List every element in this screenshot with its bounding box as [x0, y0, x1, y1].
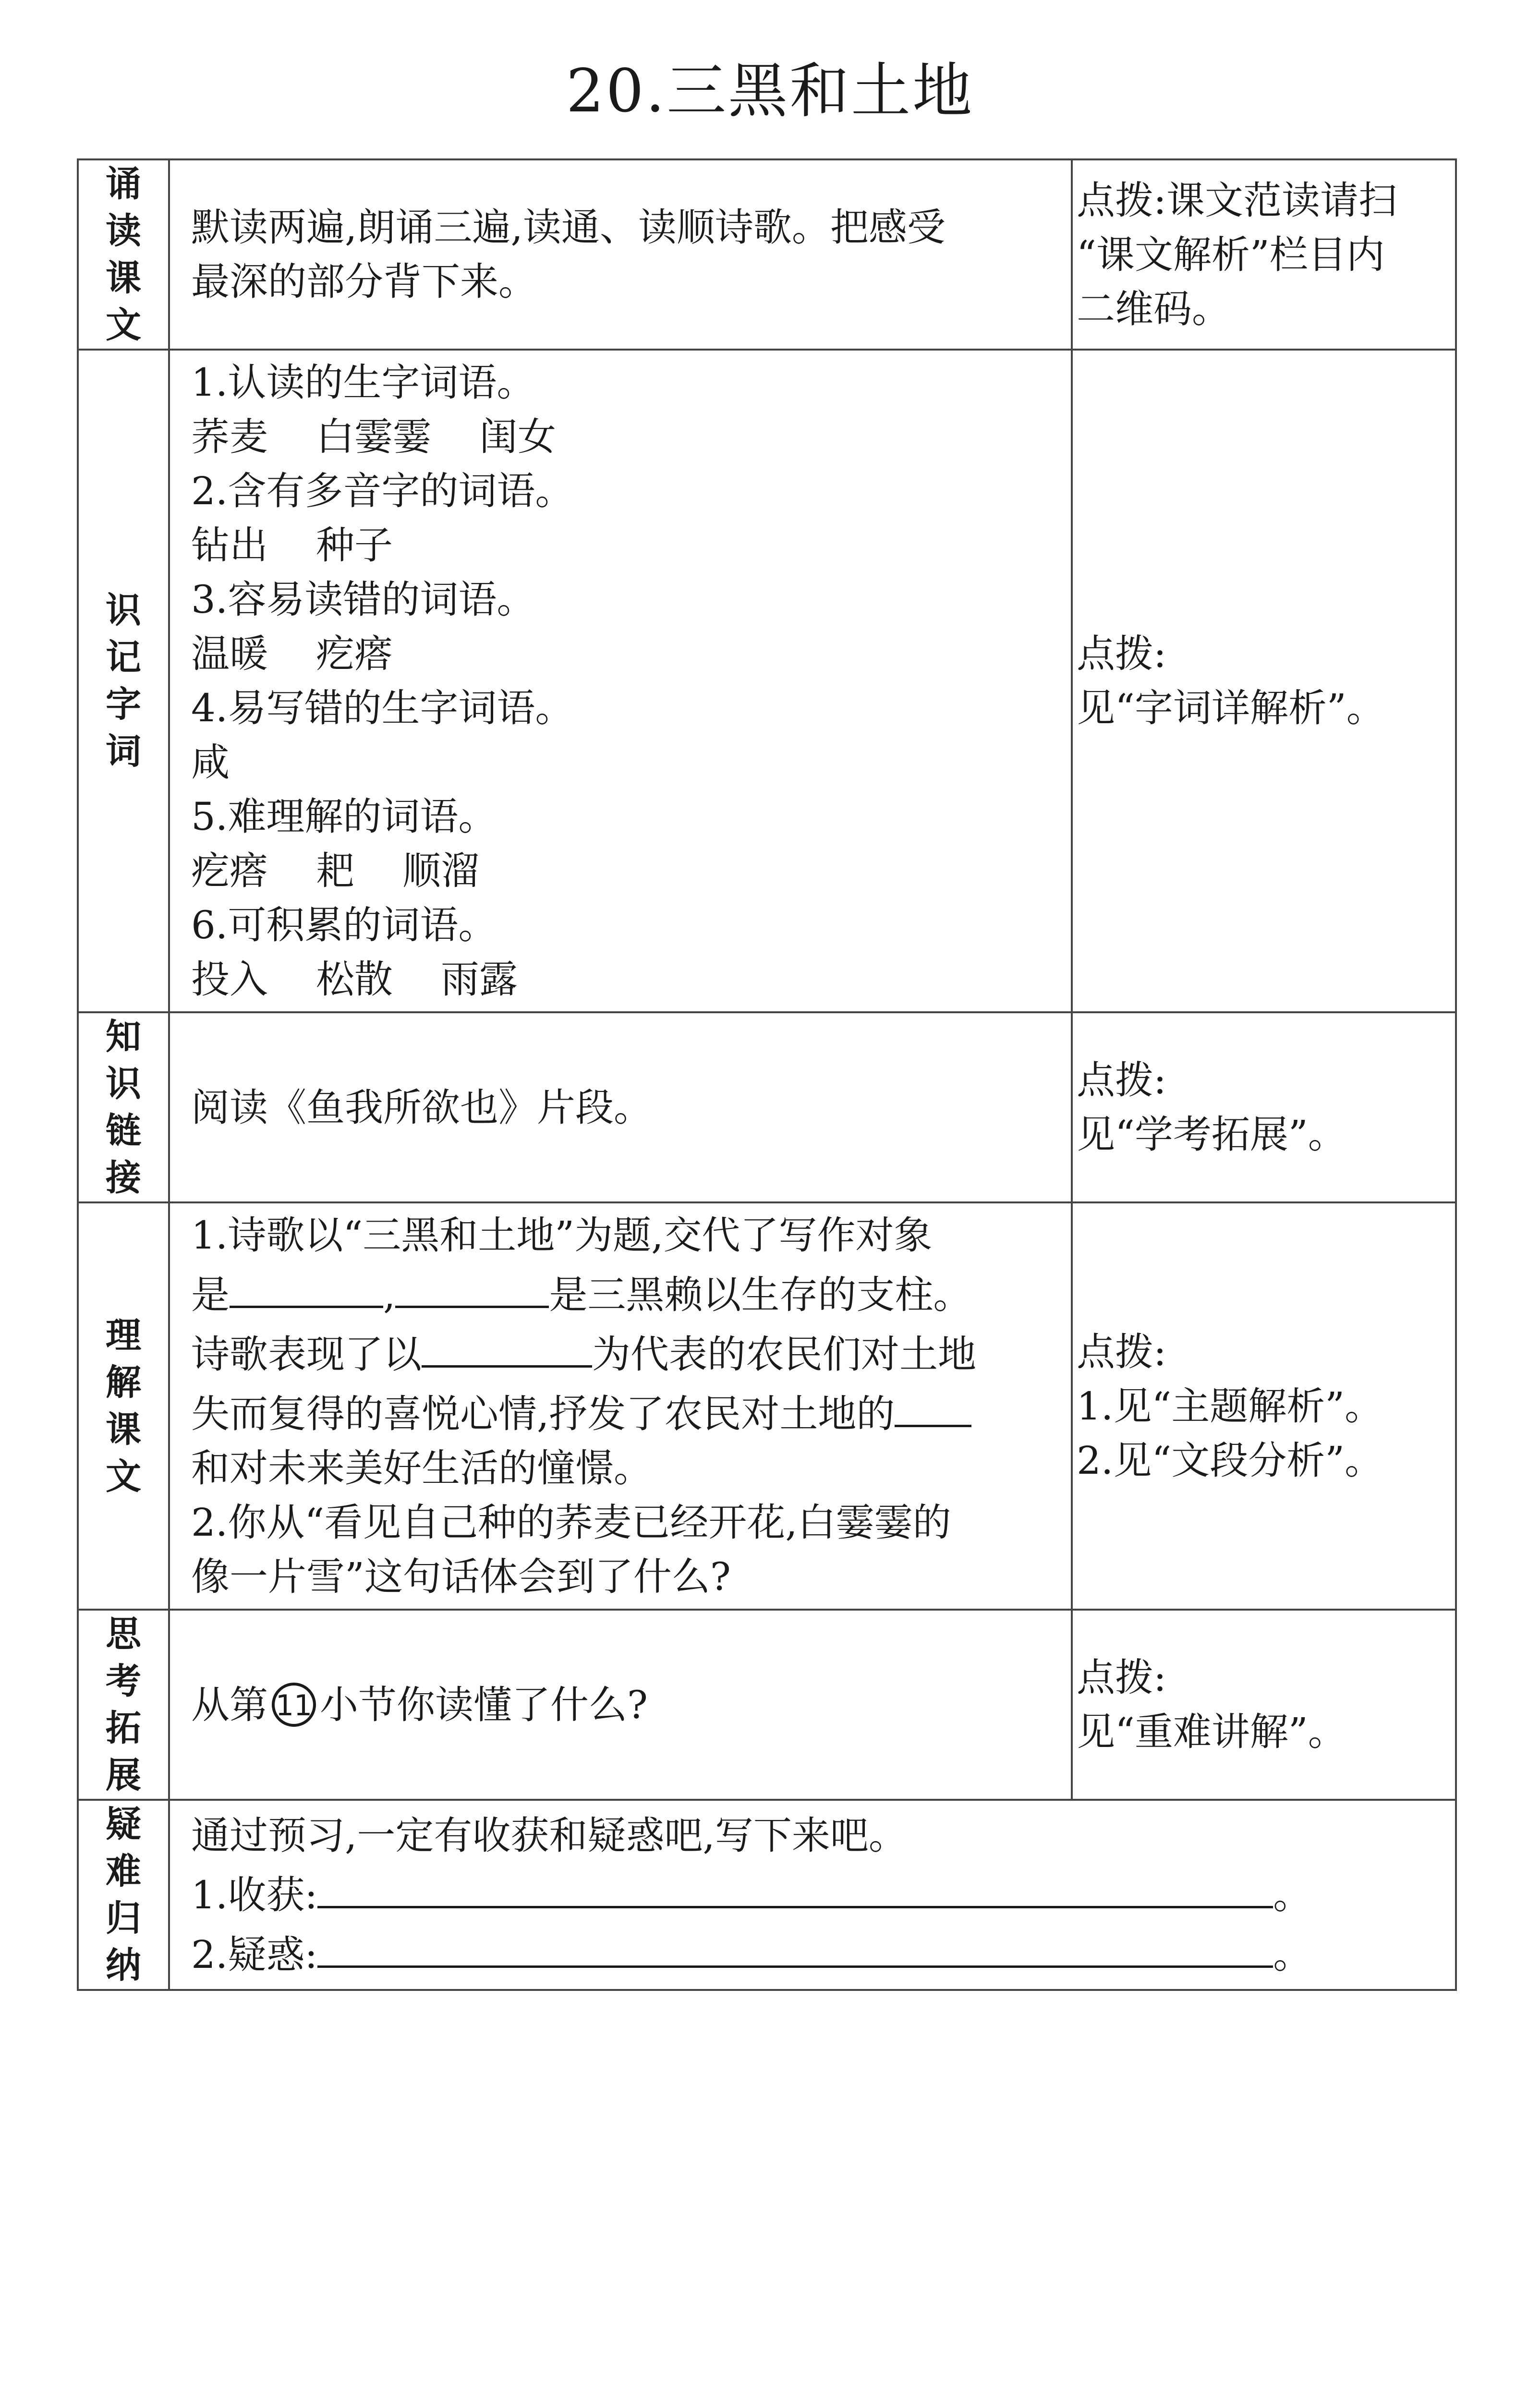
tip-understand: 点拨: 1.见“主题解析”。 2.见“文段分析”。: [1072, 1202, 1456, 1610]
task-recite: 默读两遍,朗诵三遍,读通、读顺诗歌。把感受 最深的部分背下来。: [169, 159, 1072, 350]
vocab-words: 钻出 种子: [191, 523, 393, 568]
table-row-understand: [78, 1202, 1456, 1610]
row-label-understand: 理 解 课 文: [78, 1202, 169, 1610]
row-label-recite: 诵 读 课 文: [78, 159, 169, 350]
row-label-knowledge: 知 识 链 接: [78, 1012, 169, 1202]
gain-answer-line[interactable]: [317, 1863, 1273, 1908]
vocab-words: 温暖 疙瘩: [191, 631, 393, 676]
tip-vocabulary: 点拨: 见“字词详解析”。: [1072, 350, 1456, 1012]
vocab-heading: 2.含有多音字的词语。: [191, 469, 574, 513]
tip-recite: 点拨:课文范读请扫 “课文解析”栏目内 二维码。: [1072, 159, 1456, 350]
task-understand: 1.诗歌以“三黑和土地”为题,交代了写作对象 是 , 是三黑赖以生存的支柱。 诗歌表现了以 为代表的农民们对土地 失而复得的喜悦心情,抒发了农民对土地的 和对未来美好生活的憧憬。 2.你从“看见自己种的荞麦已经开花,白霎霎的 像一片雪”这句话体会到了什么?: [169, 1202, 1072, 1610]
vocab-words: 疙瘩 耙 顺溜: [191, 849, 479, 893]
vocab-heading: 3.容易读错的词语。: [191, 577, 535, 622]
vocab-heading: 1.认读的生字词语。: [191, 360, 535, 405]
tip-extension: 点拨: 见“重难讲解”。: [1072, 1610, 1456, 1800]
table-row-extension: [78, 1610, 1456, 1800]
doubt-answer-line[interactable]: [317, 1922, 1273, 1968]
task-extension: 从第 11 小节你读懂了什么?: [169, 1610, 1072, 1800]
preview-table: [77, 158, 1457, 1991]
row-label-summary: 疑 难 归 纳: [78, 1800, 169, 1990]
vocab-words: 荞麦 白霎霎 闺女: [191, 414, 556, 459]
table-row-summary: [78, 1800, 1456, 1990]
answer-blank[interactable]: [422, 1322, 592, 1368]
answer-blank[interactable]: [230, 1262, 383, 1308]
vocab-words: 咸: [191, 740, 230, 785]
answer-blank[interactable]: [395, 1262, 549, 1308]
page-title: 20.三黑和土地: [566, 57, 974, 126]
task-summary: 通过预习,一定有收获和疑惑吧,写下来吧。 1.收获: 。 2.疑惑: 。: [169, 1800, 1456, 1990]
table-row-recite: [78, 159, 1456, 350]
row-label-vocabulary: 识 记 字 词: [78, 350, 169, 1012]
table-row-vocabulary: [78, 350, 1456, 1012]
table-row-knowledge: [78, 1012, 1456, 1202]
answer-blank[interactable]: [895, 1382, 971, 1427]
vocab-heading: 6.可积累的词语。: [191, 903, 497, 947]
vocab-heading: 5.难理解的词语。: [191, 794, 497, 839]
task-vocabulary: [169, 350, 1072, 1012]
row-label-extension: 思 考 拓 展: [78, 1610, 169, 1800]
vocab-heading: 4.易写错的生字词语。: [191, 686, 574, 730]
task-knowledge: 阅读《鱼我所欲也》片段。: [169, 1012, 1072, 1202]
tip-knowledge: 点拨: 见“学考拓展”。: [1072, 1012, 1456, 1202]
circled-number: 11: [272, 1683, 316, 1727]
vocab-words: 投入 松散 雨露: [191, 957, 518, 1002]
